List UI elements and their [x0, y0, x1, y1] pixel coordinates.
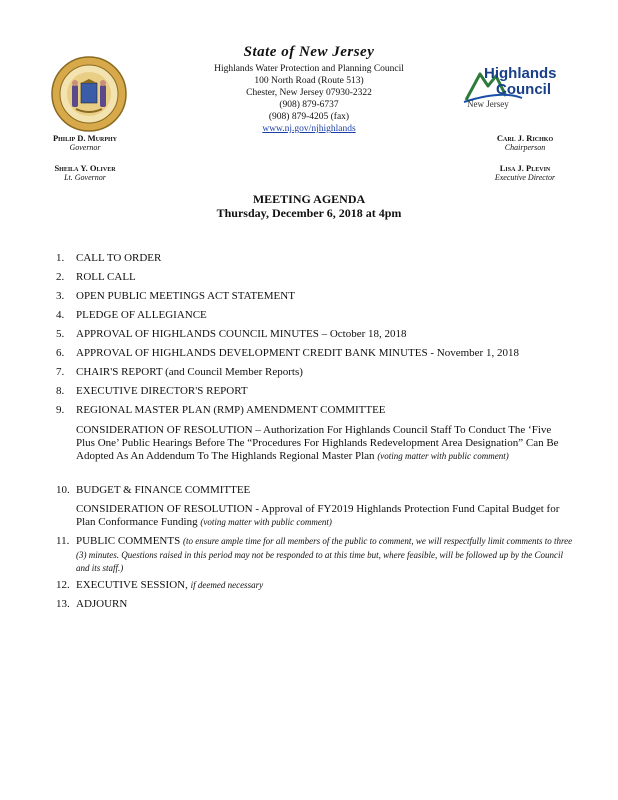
- lt-governor-title: Lt. Governor: [64, 173, 106, 182]
- item-text: APPROVAL OF HIGHLANDS COUNCIL MINUTES – October 18, 2018: [76, 328, 407, 340]
- state-title: State of New Jersey: [243, 44, 375, 60]
- chairperson-title: Chairperson: [504, 143, 546, 152]
- item-note: if deemed necessary: [190, 580, 264, 590]
- org-name: Highlands Water Protection and Planning Council: [214, 64, 404, 74]
- item-number: 4.: [56, 309, 65, 321]
- item-text: OPEN PUBLIC MEETINGS ACT STATEMENT: [76, 290, 295, 302]
- executive-director: [470, 163, 580, 183]
- address-line-1: 100 North Road (Route 513): [254, 76, 364, 86]
- resolution-10: [76, 503, 566, 529]
- website-link[interactable]: www.nj.gov/njhighlands: [262, 124, 356, 134]
- resolution-9-note: (voting matter with public comment): [377, 451, 509, 462]
- governor-name: Philip D. Murphy: [52, 133, 118, 143]
- phone: (908) 879-6737: [279, 100, 339, 110]
- item-number: 8.: [56, 385, 65, 397]
- item-text: APPROVAL OF HIGHLANDS DEVELOPMENT CREDIT BANK MINUTES - November 1, 2018: [76, 347, 519, 359]
- item-number: 13.: [56, 598, 70, 610]
- governor-title: Governor: [69, 143, 101, 152]
- item-note: (to ensure ample time for all members of the public to comment, we will respectfully limit comments to three (3) minutes. Questions raised in this period may not be responded to at this time but, where feasible, will be followed up by the Council and its staff.): [76, 536, 573, 573]
- item-number: 5.: [56, 328, 65, 340]
- item-text: CALL TO ORDER: [76, 252, 162, 264]
- state-seal-icon: [50, 55, 128, 133]
- item-text: EXECUTIVE DIRECTOR'S REPORT: [76, 385, 248, 397]
- item-text: ADJOURN: [76, 598, 128, 610]
- item-text: PLEDGE OF ALLEGIANCE: [76, 309, 207, 321]
- item-text: PUBLIC COMMENTS: [76, 535, 181, 547]
- logo-line1: Highlands: [484, 65, 557, 82]
- resolution-10-text: CONSIDERATION OF RESOLUTION - Approval of FY2019 Highlands Protection Fund Capital Budget for Plan Conformance Funding: [76, 503, 560, 529]
- lt-governor: [30, 163, 140, 183]
- logo-line2: Council: [496, 81, 551, 98]
- item-text: ROLL CALL: [76, 271, 136, 283]
- item-number: 7.: [56, 366, 65, 378]
- item-number: 11.: [56, 535, 70, 547]
- item-number: 6.: [56, 347, 65, 359]
- governor: [30, 133, 140, 153]
- item-text: CHAIR'S REPORT (and Council Member Reports): [76, 366, 303, 378]
- chairperson: [470, 133, 580, 153]
- agenda-title: MEETING AGENDA: [252, 192, 366, 206]
- item-number: 2.: [56, 271, 65, 283]
- resolution-9: [76, 424, 566, 464]
- executive-director-name: Lisa J. Plevin: [499, 163, 551, 173]
- resolution-10-note: (voting matter with public comment): [200, 517, 332, 528]
- item-number: 12.: [56, 579, 70, 591]
- address-line-2: Chester, New Jersey 07930-2322: [246, 88, 372, 98]
- item-text: REGIONAL MASTER PLAN (RMP) AMENDMENT COMMITTEE: [76, 404, 386, 416]
- chairperson-name: Carl J. Richko: [496, 133, 554, 143]
- item-text: BUDGET & FINANCE COMMITTEE: [76, 484, 251, 496]
- resolution-9-text: CONSIDERATION OF RESOLUTION – Authorization For Highlands Council Staff To Conduct The ‘Five Plus One’ Public Hearings Before The “Procedures For Highlands Redevelopment Area Designation” Can Be Adopted As An Addendum To The Highlands Regional Master Plan: [76, 424, 559, 463]
- item-number: 3.: [56, 290, 65, 302]
- fax: (908) 879-4205 (fax): [268, 112, 350, 122]
- agenda-date: Thursday, December 6, 2018 at 4pm: [216, 206, 402, 220]
- item-text: EXECUTIVE SESSION,: [76, 579, 188, 591]
- item-number: 1.: [56, 252, 65, 264]
- item-number: 10.: [56, 484, 70, 496]
- item-number: 9.: [56, 404, 65, 416]
- executive-director-title: Executive Director: [494, 173, 556, 182]
- lt-governor-name: Sheila Y. Oliver: [54, 163, 116, 173]
- logo-subtitle: New Jersey: [467, 99, 509, 109]
